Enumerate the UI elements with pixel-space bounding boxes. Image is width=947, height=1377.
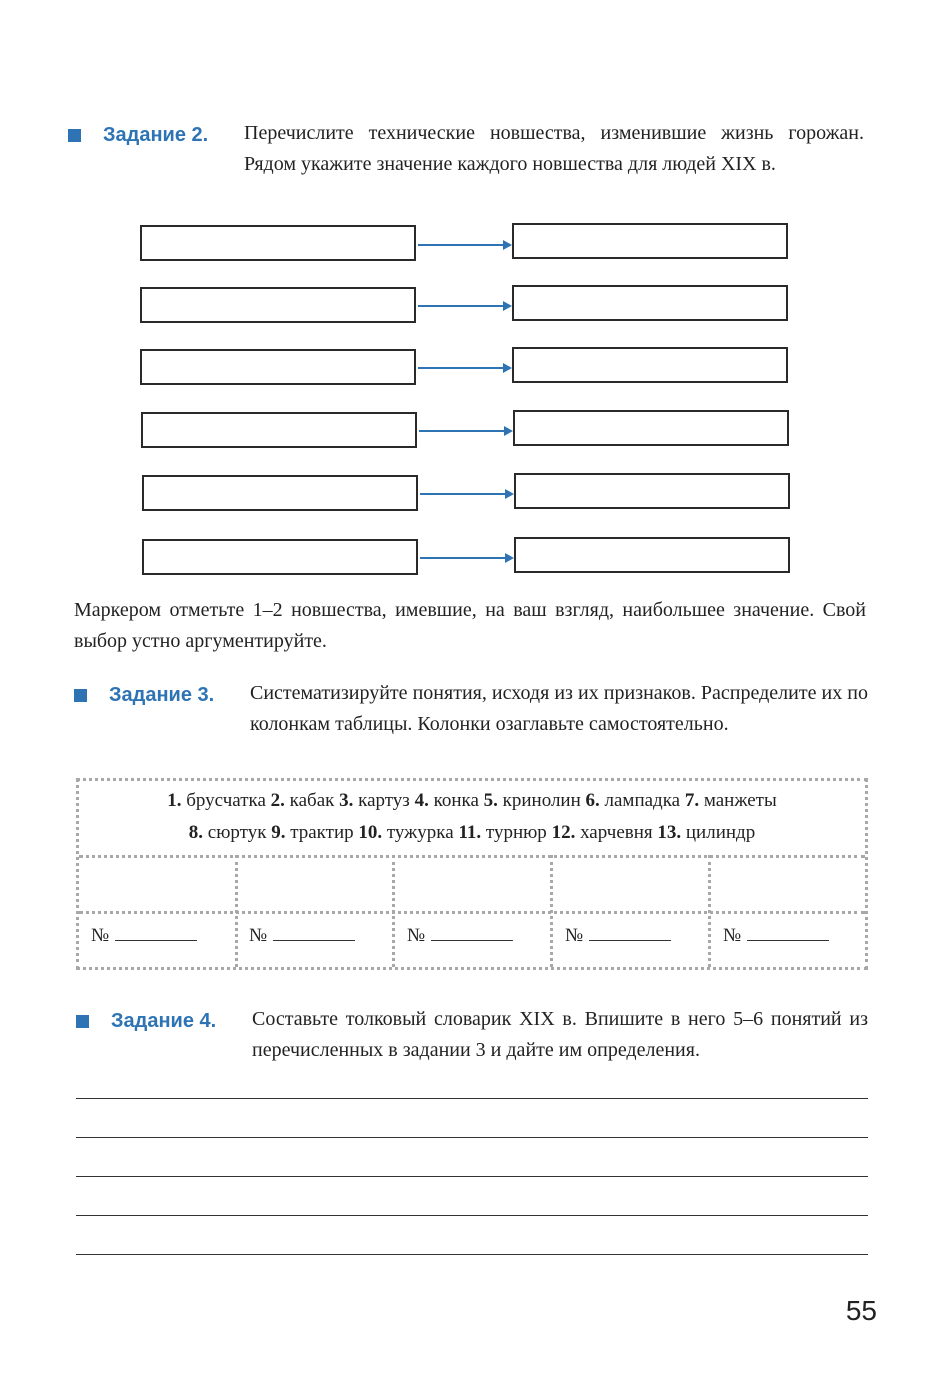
arrow-right-icon bbox=[418, 367, 510, 369]
arrow-right-icon bbox=[420, 493, 512, 495]
answer-line[interactable] bbox=[76, 1254, 868, 1255]
square-bullet-icon bbox=[74, 689, 87, 702]
column-number-field-5[interactable] bbox=[723, 925, 829, 947]
meaning-box-4[interactable] bbox=[513, 410, 789, 446]
concept-word: тужурка bbox=[386, 822, 454, 843]
concepts-line-1 bbox=[79, 785, 865, 817]
concept-word: цилиндр bbox=[685, 822, 756, 843]
concepts-list bbox=[79, 785, 865, 849]
number-blank[interactable] bbox=[431, 926, 513, 941]
column-number-field-4[interactable] bbox=[565, 925, 671, 947]
table-row-divider bbox=[79, 855, 865, 858]
concept-word: харчевня bbox=[580, 822, 653, 843]
task4-label: Задание 4. bbox=[111, 1010, 217, 1032]
concept-word: брусчатка bbox=[186, 790, 266, 811]
concept-number: 8. bbox=[188, 822, 204, 843]
concept-number: 3. bbox=[339, 790, 354, 811]
arrow-right-icon bbox=[420, 557, 512, 559]
task2-note: Маркером отметьте 1–2 новшества, имевшие, на ваш взгляд, наибольшее значение. Свой выбор устно аргументируйте. bbox=[74, 599, 866, 652]
innovation-box-3[interactable] bbox=[140, 349, 416, 385]
concept-word: конка bbox=[433, 790, 479, 811]
concept-word: картуз bbox=[358, 790, 410, 811]
number-blank[interactable] bbox=[747, 926, 829, 941]
meaning-box-2[interactable] bbox=[512, 285, 788, 321]
concept-number: 2. bbox=[270, 790, 285, 811]
column-number-field-2[interactable] bbox=[249, 925, 355, 947]
page-number: 55 bbox=[845, 1295, 877, 1326]
number-sign: № bbox=[407, 925, 426, 946]
number-blank[interactable] bbox=[273, 926, 355, 941]
meaning-box-1[interactable] bbox=[512, 223, 788, 259]
concept-word: кринолин bbox=[502, 790, 581, 811]
concept-word: турнюр bbox=[485, 822, 547, 843]
arrow-right-icon bbox=[418, 244, 510, 246]
task2-heading bbox=[68, 124, 208, 147]
square-bullet-icon bbox=[68, 129, 81, 142]
task4-text: Составьте толковый словарик XIX в. Впишите в него 5–6 понятий из перечисленных в задании 3 и дайте им определения. bbox=[252, 1008, 868, 1061]
answer-line[interactable] bbox=[76, 1137, 868, 1138]
answer-line[interactable] bbox=[76, 1215, 868, 1216]
meaning-box-3[interactable] bbox=[512, 347, 788, 383]
number-blank[interactable] bbox=[115, 926, 197, 941]
task2-label: Задание 2. bbox=[103, 124, 209, 146]
concept-number: 13. bbox=[657, 822, 682, 843]
concept-number: 7. bbox=[684, 790, 700, 811]
task2-text: Перечислите технические новшества, изменившие жизнь горожан. Рядом укажите значение каждого новшества для людей XIX в. bbox=[244, 122, 864, 175]
table-column-divider bbox=[235, 855, 238, 967]
concept-word: лампадка bbox=[604, 790, 681, 811]
answer-line[interactable] bbox=[76, 1098, 868, 1099]
concepts-line-2 bbox=[79, 817, 865, 849]
table-column-divider bbox=[392, 855, 395, 967]
task4-heading bbox=[76, 1010, 216, 1033]
concept-number: 11. bbox=[458, 822, 482, 843]
column-number-field-1[interactable] bbox=[91, 925, 197, 947]
concept-number: 5. bbox=[483, 790, 498, 811]
task3-label: Задание 3. bbox=[109, 684, 215, 706]
meaning-box-6[interactable] bbox=[514, 537, 790, 573]
innovation-box-5[interactable] bbox=[142, 475, 418, 511]
number-blank[interactable] bbox=[589, 926, 671, 941]
number-sign: № bbox=[91, 925, 110, 946]
column-number-field-3[interactable] bbox=[407, 925, 513, 947]
answer-line[interactable] bbox=[76, 1176, 868, 1177]
arrow-right-icon bbox=[419, 430, 511, 432]
concepts-table bbox=[76, 778, 868, 970]
concept-number: 6. bbox=[585, 790, 600, 811]
innovation-box-2[interactable] bbox=[140, 287, 416, 323]
concept-number: 4. bbox=[414, 790, 429, 811]
innovation-box-1[interactable] bbox=[140, 225, 416, 261]
concept-number: 10. bbox=[358, 822, 383, 843]
concept-number: 1. bbox=[167, 790, 182, 811]
concept-word: кабак bbox=[289, 790, 335, 811]
number-sign: № bbox=[723, 925, 742, 946]
innovation-box-4[interactable] bbox=[141, 412, 417, 448]
number-sign: № bbox=[249, 925, 268, 946]
square-bullet-icon bbox=[76, 1015, 89, 1028]
concept-word: сюртук bbox=[207, 822, 267, 843]
table-column-divider bbox=[550, 855, 553, 967]
task3-heading bbox=[74, 684, 214, 707]
table-row-divider bbox=[79, 911, 865, 914]
number-sign: № bbox=[565, 925, 584, 946]
concept-word: манжеты bbox=[703, 790, 777, 811]
arrow-right-icon bbox=[418, 305, 510, 307]
innovation-box-6[interactable] bbox=[142, 539, 418, 575]
meaning-box-5[interactable] bbox=[514, 473, 790, 509]
concept-word: трактир bbox=[290, 822, 354, 843]
concept-number: 12. bbox=[551, 822, 576, 843]
concept-number: 9. bbox=[271, 822, 286, 843]
task3-text: Систематизируйте понятия, исходя из их признаков. Распределите их по колонкам таблицы. Колонки озаглавьте самостоятельно. bbox=[250, 682, 868, 735]
table-column-divider bbox=[708, 855, 711, 967]
